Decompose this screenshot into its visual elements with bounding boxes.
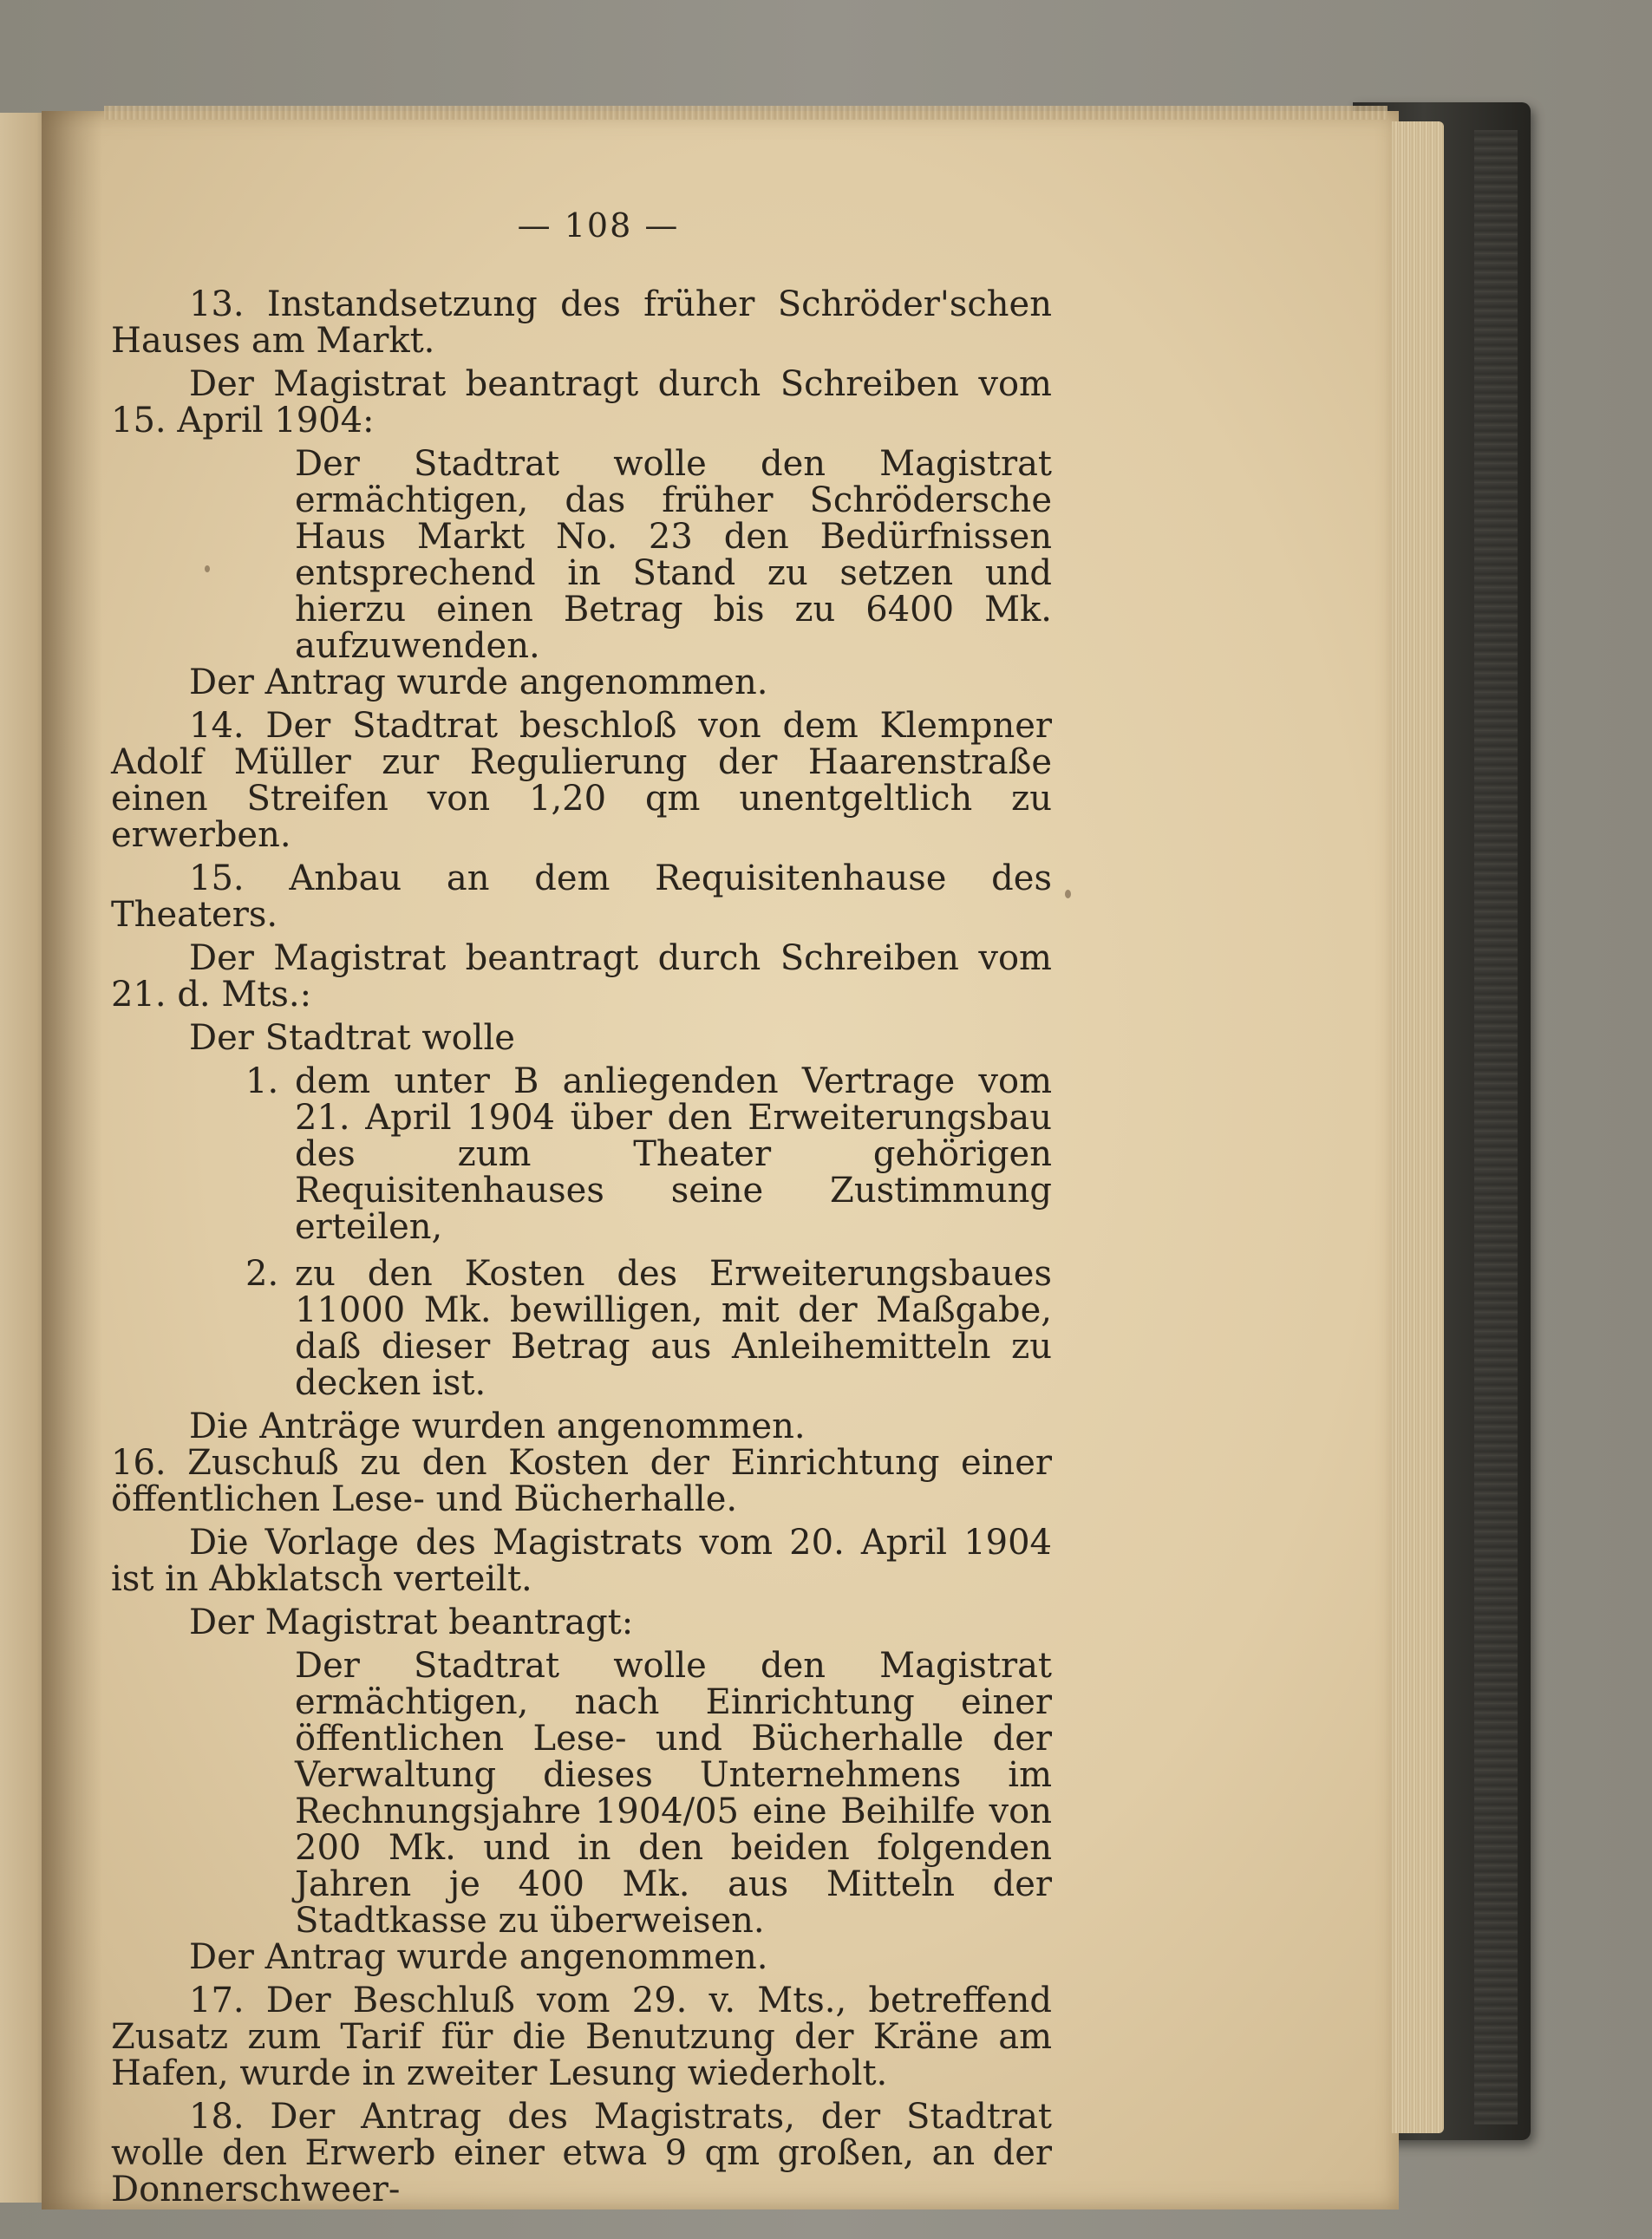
page-number: — 108 — (517, 206, 680, 245)
item-15-lead: Der Stadtrat wolle (189, 1018, 515, 1058)
page-text-block (111, 286, 1052, 2208)
item-15-subitem-1 (111, 1063, 1052, 1245)
item-16-result: Der Antrag wurde angenommen. (189, 1937, 768, 1977)
page-block-edges (1392, 121, 1444, 2133)
ink-speck (1065, 890, 1071, 898)
item-16-intro: Der Magistrat beantragt: (189, 1603, 634, 1642)
page-top-edge (104, 106, 1388, 120)
item-13-quote: Der Stadtrat wolle den Magistrat ermächtigen, das früher Schrödersche Haus Markt No. 23 den Bedürfnissen entsprechend in Stand zu setzen und hierzu einen Betrag bis zu 6400 Mk. aufzuwenden. (295, 444, 1052, 666)
cover-edge (1474, 130, 1518, 2125)
item-17-text: 17. Der Beschluß vom 29. v. Mts., betreffend Zusatz zum Tarif für die Benutzung der Kräne am Hafen, wurde in zweiter Lesung wiederholt. (111, 1981, 1052, 2093)
subitem-text: dem unter B anliegenden Vertrage vom 21. April 1904 über den Erweiterungsbau des zum Theater gehörigen Requisitenhauses seine Zustimmung erteilen, (295, 1061, 1052, 1247)
item-15-title: 15. Anbau an dem Requisitenhause des Theaters. (111, 858, 1052, 935)
item-13-intro: Der Magistrat beantragt durch Schreiben vom 15. April 1904: (111, 364, 1052, 441)
item-15-subitem-2 (111, 1256, 1052, 1401)
subitem-number: 2. (245, 1254, 279, 1294)
subitem-number: 1. (245, 1061, 279, 1101)
item-14-text: 14. Der Stadtrat beschloß von dem Klempner Adolf Müller zur Regulierung der Haarenstraße einen Streifen von 1,20 qm unentgeltlich zu erwerben. (111, 706, 1052, 855)
item-15-intro: Der Magistrat beantragt durch Schreiben vom 21. d. Mts.: (111, 938, 1052, 1015)
page-gutter-shadow (42, 111, 102, 2210)
item-16-quote: Der Stadtrat wolle den Magistrat ermächtigen, nach Einrichtung einer öffentlichen Lese- und Bücherhalle der Verwaltung dieses Unternehmens im Rechnungsjahre 1904/05 eine Beihilfe von 200 Mk. und in den beiden folgenden Jahren je 400 Mk. aus Mitteln der Stadtkasse zu überweisen. (295, 1646, 1052, 1941)
item-13-title: 13. Instandsetzung des früher Schröder'schen Hauses am Markt. (111, 284, 1052, 361)
item-16-note: Die Vorlage des Magistrats vom 20. April 1904 ist in Abklatsch verteilt. (111, 1523, 1052, 1599)
item-13-result: Der Antrag wurde angenommen. (189, 663, 768, 702)
item-15-result: Die Anträge wurden angenommen. (189, 1407, 806, 1446)
item-16-title: 16. Zuschuß zu den Kosten der Einrichtung einer öffentlichen Lese- und Bücherhalle. (111, 1443, 1052, 1519)
subitem-text: zu den Kosten des Erweiterungsbaues 11000 Mk. bewilligen, mit der Maßgabe, daß dieser Betrag aus Anleihemitteln zu decken ist. (295, 1254, 1052, 1403)
item-18-text: 18. Der Antrag des Magistrats, der Stadtrat wolle den Erwerb einer etwa 9 qm großen, an der Donnerschweer- (111, 2097, 1052, 2210)
